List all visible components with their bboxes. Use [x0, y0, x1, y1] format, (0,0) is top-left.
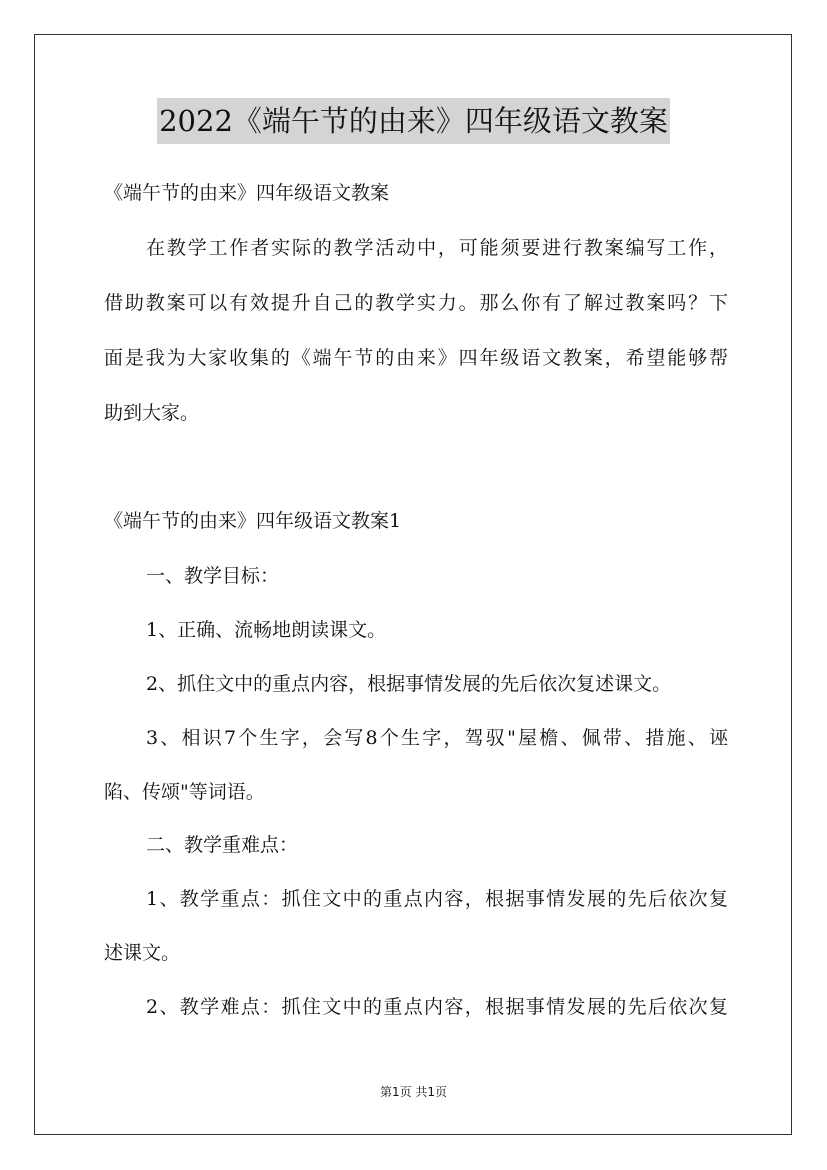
- list-item: 3、相识7个生字，会写8个生字，驾驭"屋檐、佩带、措施、诬: [146, 727, 728, 749]
- subsection-heading: 一、教学目标：: [146, 565, 280, 587]
- page-number-footer: 第1页 共1页: [379, 1085, 448, 1099]
- list-item: 1、正确、流畅地朗读课文。: [146, 619, 387, 641]
- subsection-heading: 二、教学重难点：: [146, 834, 299, 856]
- list-item: 2、抓住文中的重点内容，根据事情发展的先后依次复述课文。: [146, 673, 672, 695]
- paragraph-line: 面是我为大家收集的《端午节的由来》四年级语文教案，希望能够帮: [104, 347, 728, 369]
- list-item: 2、教学难点：抓住文中的重点内容，根据事情发展的先后依次复: [146, 996, 728, 1018]
- document-title: 2022《端午节的由来》四年级语文教案: [157, 98, 670, 144]
- paragraph-line: 借助教案可以有效提升自己的教学实力。那么你有了解过教案吗？下: [104, 292, 728, 314]
- list-item: 1、教学重点：抓住文中的重点内容，根据事情发展的先后依次复: [146, 888, 728, 910]
- list-item-continued: 陷、传颂"等词语。: [104, 781, 265, 803]
- list-item-continued: 述课文。: [104, 942, 181, 964]
- paragraph-line: 在教学工作者实际的教学活动中，可能须要进行教案编写工作，: [146, 237, 728, 259]
- title-container: [0, 98, 827, 144]
- paragraph-line: 助到大家。: [104, 402, 200, 424]
- section-heading: 《端午节的由来》四年级语文教案1: [104, 510, 402, 532]
- subtitle-line: 《端午节的由来》四年级语文教案: [104, 182, 390, 204]
